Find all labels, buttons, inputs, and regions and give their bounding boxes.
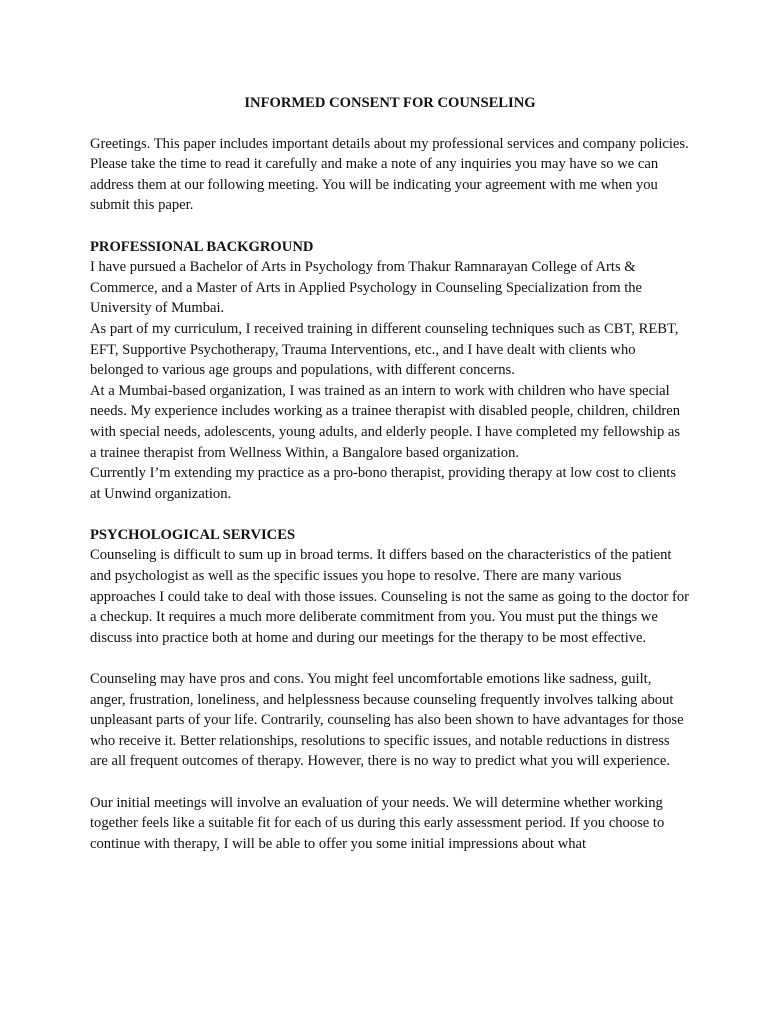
paragraph-spacer	[90, 772, 690, 793]
intro-paragraph: Greetings. This paper includes important details about my professional services and company policies. Please take the time to read it carefully and make a note of any inquiries you may have so we can address them at our following meeting. You will be indicating your agreement with me when you submit this paper.	[90, 135, 689, 214]
services-paragraph: Our initial meetings will involve an evaluation of your needs. We will determine whether working together feels like a suitable fit for each of us during this early assessment period. If you choose to continue with therapy, I will be able to offer you some initial impressions about what	[90, 794, 665, 852]
section-heading: PROFESSIONAL BACKGROUND	[90, 238, 314, 255]
paragraph-spacer	[90, 648, 690, 669]
background-paragraph: Currently I’m extending my practice as a pro-bono therapist, providing therapy at low cost to clients at Unwind organization.	[90, 465, 677, 502]
services-paragraph: Counseling may have pros and cons. You might feel uncomfortable emotions like sadness, guilt, anger, frustration, loneliness, and helplessness because counseling frequently involves talking about unpleasant parts of your life. Contrarily, counseling has also been shown to have advantages for those who receive it. Better relationships, resolutions to specific issues, and notable reductions in distress are all frequent outcomes of therapy. However, there is no way to predict what you will experience.	[90, 671, 684, 770]
document-title: INFORMED CONSENT FOR COUNSELING	[244, 95, 536, 111]
section-psychological-services	[90, 525, 690, 855]
background-paragraph: As part of my curriculum, I received training in different counseling techniques such as CBT, REBT, EFT, Supportive Psychotherapy, Trauma Interventions, etc., and I have dealt with clients who belonged to various age groups and populations, with different concerns.	[90, 320, 679, 379]
document-body	[90, 93, 690, 854]
section-spacer	[90, 504, 690, 525]
section-spacer	[90, 216, 690, 237]
section-professional-background	[90, 237, 690, 505]
section-heading: PSYCHOLOGICAL SERVICES	[90, 526, 296, 543]
services-paragraph: Counseling is difficult to sum up in broad terms. It differs based on the characteristics of the patient and psychologist as well as the specific issues you hope to resolve. There are many various approaches I could take to deal with those issues. Counseling is not the same as going to the doctor for a checkup. It requires a much more deliberate commitment from you. You must put the things we discuss into practice both at home and during our meetings for the therapy to be most effective.	[90, 547, 690, 646]
background-paragraph: At a Mumbai-based organization, I was trained as an intern to work with children who have special needs. My experience includes working as a trainee therapist with disabled people, children, children with special needs, adolescents, young adults, and elderly people. I have completed my fellowship as a trainee therapist from Wellness Within, a Bangalore based organization.	[90, 382, 681, 461]
background-paragraph: I have pursued a Bachelor of Arts in Psychology from Thakur Ramnarayan College of Arts & Commerce, and a Master of Arts in Applied Psychology in Counseling Specialization from the University of Mumbai.	[90, 259, 643, 317]
